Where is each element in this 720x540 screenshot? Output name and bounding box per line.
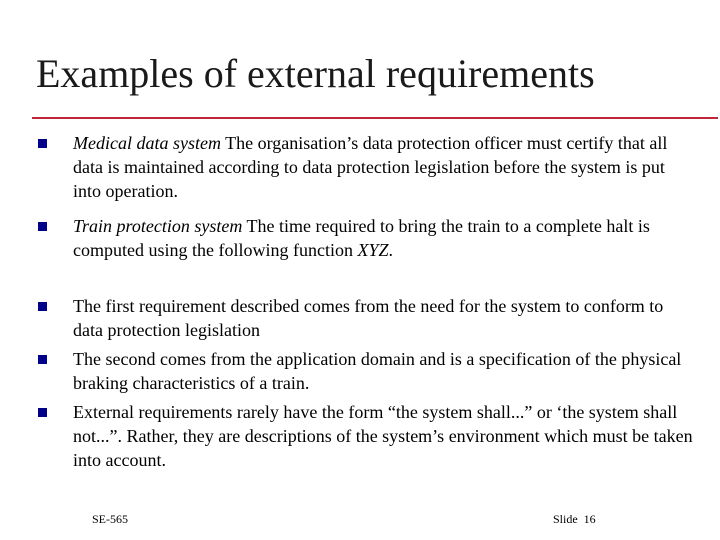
item-tail: . — [388, 240, 393, 260]
list-item — [73, 294, 693, 342]
item-function-name: XYZ — [357, 240, 389, 260]
footer-course: SE-565 — [92, 512, 128, 526]
item-text: The first requirement described comes from the need for the system to conform to data protection legislation — [73, 296, 664, 340]
item-text: The organisation’s data protection officer must certify that all data is maintained according to data protection legislation before the system is put into operation. — [73, 133, 668, 201]
square-bullet-icon — [38, 222, 47, 231]
item-lead: Medical data system — [73, 133, 221, 153]
item-lead: Train protection system — [73, 216, 243, 236]
square-bullet-icon — [38, 302, 47, 311]
square-bullet-icon — [38, 355, 47, 364]
list-item — [73, 347, 693, 395]
list-item — [73, 214, 693, 262]
item-text: The time required to bring the train to a complete halt is computed using the following function — [73, 216, 650, 260]
list-item — [73, 131, 693, 203]
title-divider — [32, 117, 718, 119]
item-text: The second comes from the application domain and is a specification of the physical braking characteristics of a train. — [73, 349, 682, 393]
list-item — [73, 400, 693, 472]
item-text: External requirements rarely have the form “the system shall...” or ‘the system shall not...”. Rather, they are descriptions of the system’s environment which must be taken into account. — [73, 402, 693, 470]
square-bullet-icon — [38, 408, 47, 417]
slide-title: Examples of external requirements — [36, 51, 595, 96]
footer-slide-number: Slide 16 — [553, 512, 596, 526]
square-bullet-icon — [38, 139, 47, 148]
